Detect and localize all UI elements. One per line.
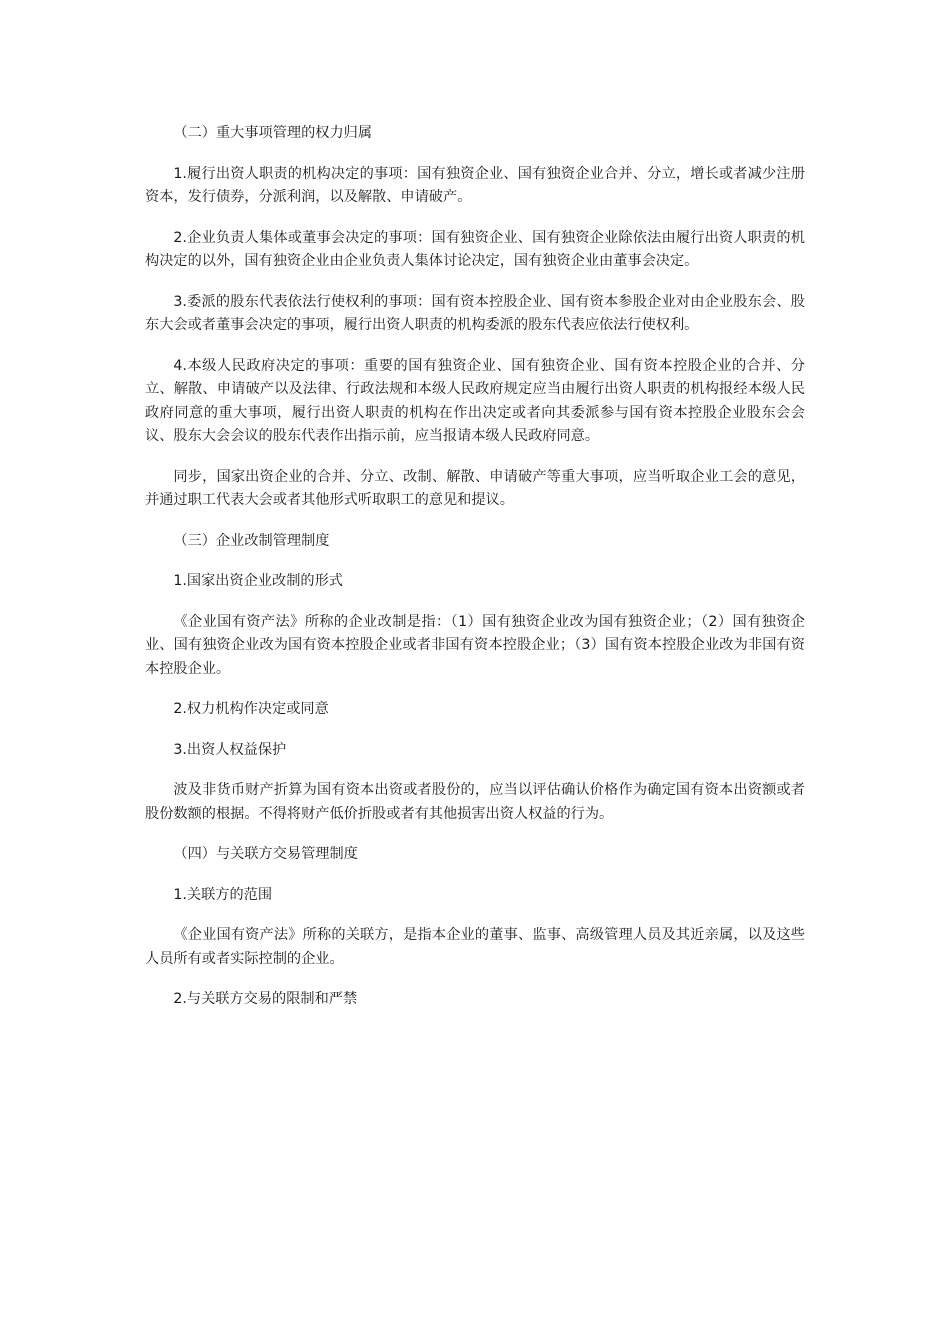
paragraph-item-4: 4.本级人民政府决定的事项：重要的国有独资企业、国有独资企业、国有资本控股企业的合并、分立、解散、申请破产以及法律、行政法规和本级人民政府规定应当由履行出资人职责的机构报经本级人民政府同意的重大事项，履行出资人职责的机构在作出决定或者向其委派参与国有资本控股企业股东会会议、股东大会会议的股东代表作出指示前，应当报请本级人民政府同意。 [145,357,805,444]
subheading-investor-protection: 3.出资人权益保护 [173,741,287,758]
paragraph-related-party-definition: 《企业国有资产法》所称的关联方，是指本企业的董事、监事、高级管理人员及其近亲属，以及这些人员所有或者实际控制的企业。 [145,927,805,967]
section-heading-2: （二）重大事项管理的权力归属 [173,125,373,141]
document-body [145,122,805,1029]
paragraph-noncash-assets: 波及非货币财产折算为国有资本出资或者股份的，应当以评估确认价格作为确定国有资本出资额或者股份数额的根据。不得将财产低价折股或者有其他损害出资人权益的行为。 [145,782,805,822]
subheading-authority-decision: 2.权力机构作决定或同意 [173,701,329,717]
paragraph-item-1: 1.履行出资人职责的机构决定的事项：国有独资企业、国有独资企业合并、分立，增长或者减少注册资本，发行债券，分派利润，以及解散、申请破产。 [145,165,805,205]
section-heading-4: （四）与关联方交易管理制度 [173,846,358,862]
paragraph-restructure-definition: 《企业国有资产法》所称的企业改制是指：（1）国有独资企业改为国有独资企业；（2）国有独资企业、国有独资企业改为国有资本控股企业或者非国有资本控股企业；（3）国有资本控股企业改为非国有资本控股企业。 [145,613,805,677]
subheading-related-party-restrictions: 2.与关联方交易的限制和严禁 [173,991,358,1007]
paragraph-item-2: 2.企业负责人集体或董事会决定的事项：国有独资企业、国有独资企业除依法由履行出资人职责的机构决定的以外，国有独资企业由企业负责人集体讨论决定，国有独资企业由董事会决定。 [145,229,805,269]
paragraph-item-3: 3.委派的股东代表依法行使权利的事项：国有资本控股企业、国有资本参股企业对由企业股东会、股东大会或者董事会决定的事项，履行出资人职责的机构委派的股东代表应依法行使权利。 [145,293,805,333]
section-heading-3: （三）企业改制管理制度 [173,532,330,549]
subheading-related-party-scope: 1.关联方的范围 [173,886,273,903]
paragraph-meanwhile: 同步，国家出资企业的合并、分立、改制、解散、申请破产等重大事项，应当听取企业工会的意见，并通过职工代表大会或者其他形式听取职工的意见和提议。 [145,468,805,508]
subheading-restructure-forms: 1.国家出资企业改制的形式 [173,573,343,589]
